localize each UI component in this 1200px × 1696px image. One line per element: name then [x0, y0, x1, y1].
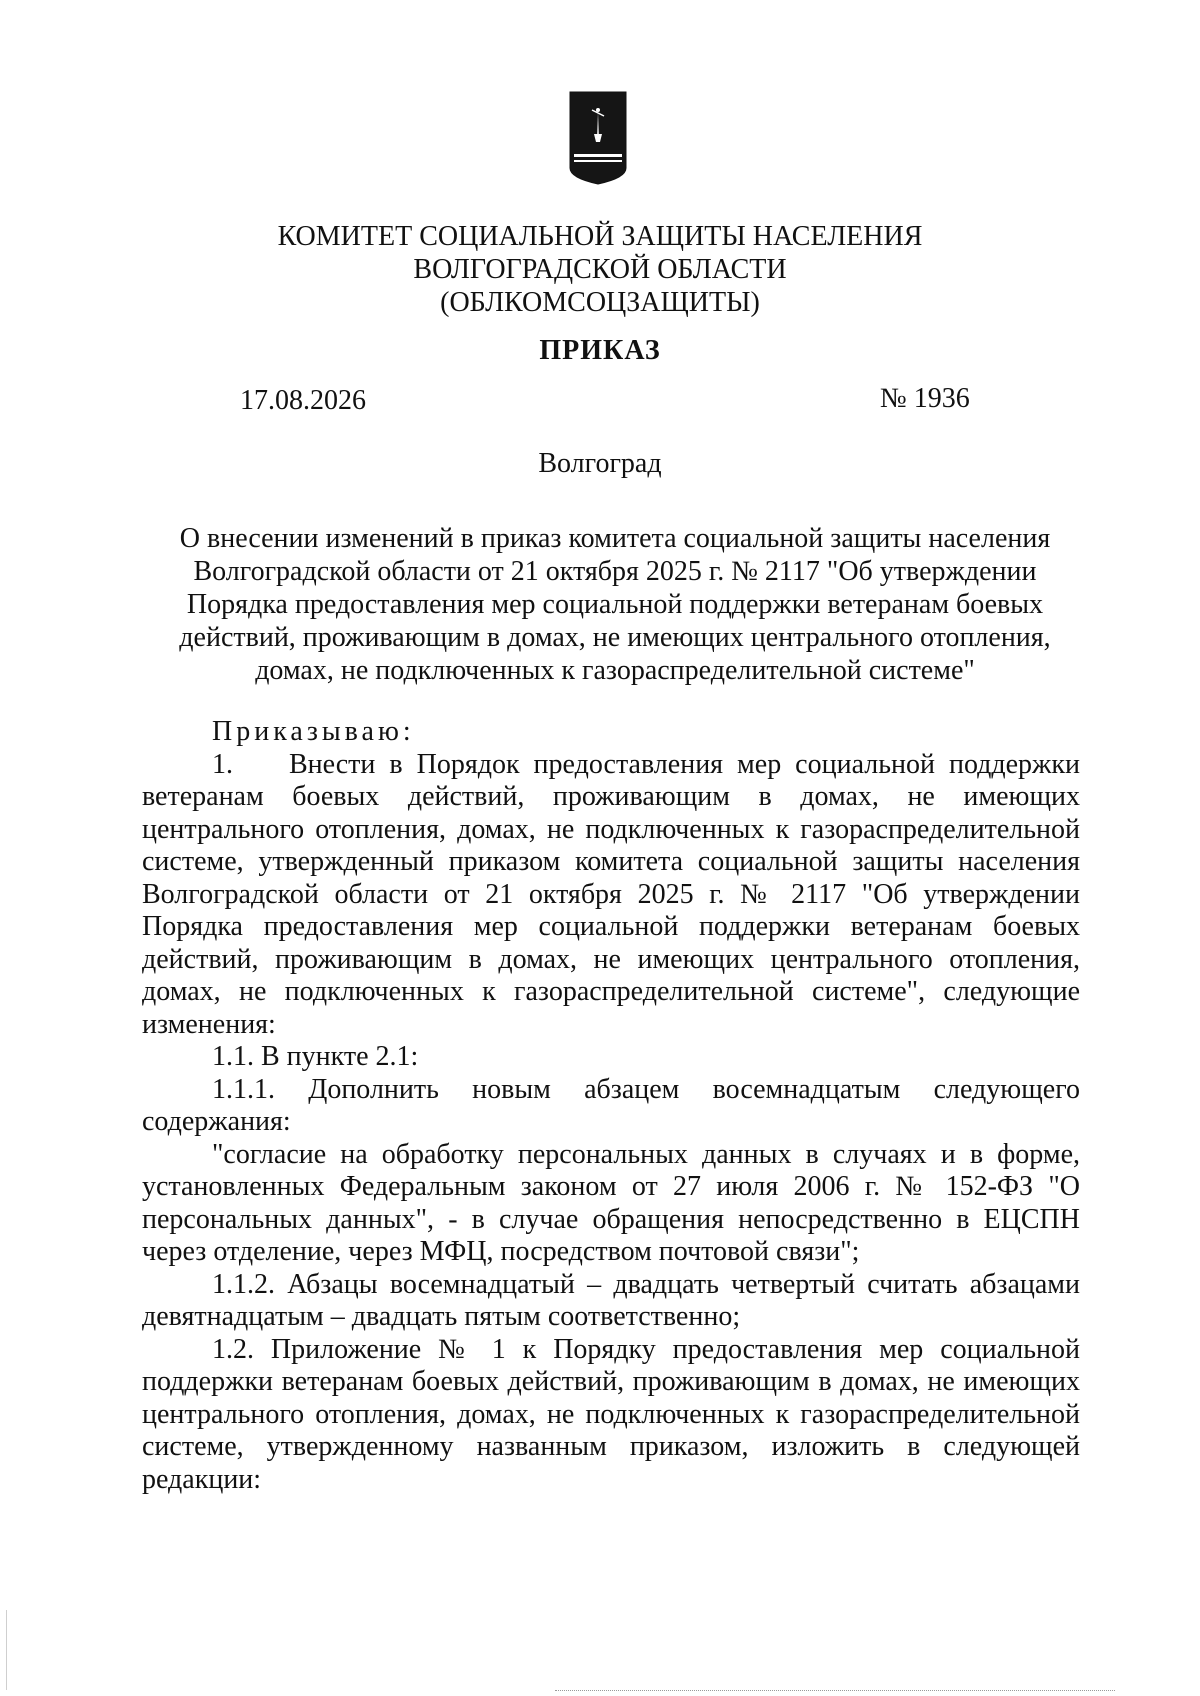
agency-abbreviation: (ОБЛКОМСОЦЗАЩИТЫ)	[440, 287, 760, 318]
document-date: 17.08.2026	[240, 385, 366, 416]
paragraph-1-1-2: 1.1.2. Абзацы восемнадцатый – двадцать четвертый считать абзацами девятнадцатым – двадцать пятым соответственно;	[142, 1268, 1080, 1332]
paragraph-quote: "согласие на обработку персональных данных в случаях и в форме, установленных Федеральным законом от 27 июля 2006 г. № 152-ФЗ "О персональных данных", - в случае обращения непосредственно в ЕЦСПН через отделение, через МФЦ, посредством почтовой связи";	[142, 1138, 1080, 1267]
agency-name-line1: КОМИТЕТ СОЦИАЛЬНОЙ ЗАЩИТЫ НАСЕЛЕНИЯ	[277, 221, 923, 252]
paragraph-1: 1. Внести в Порядок предоставления мер социальной поддержки ветеранам боевых действий, проживающим в домах, не имеющих центрального отопления, домах, не подключенных к газораспределительной системе, утвержденный приказом комитета социальной защиты населения Волгоградской области от 21 октября 2025 г. № 2117 "Об утверждении Порядка предоставления мер социальной поддержки ветеранам боевых действий, проживающим в домах, не имеющих центрального отопления, домах, не подключенных к газораспределительной системе", следующие изменения:	[142, 748, 1080, 1040]
agency-name-line2: ВОЛГОГРАДСКОЙ ОБЛАСТИ	[413, 254, 787, 285]
issue-city: Волгоград	[538, 448, 662, 479]
scan-footer-line	[555, 1690, 1115, 1691]
paragraph-1-2: 1.2. Приложение № 1 к Порядку предоставления мер социальной поддержки ветеранам боевых действий, проживающим в домах, не имеющих центрального отопления, домах, не подключенных к газораспределительной системе, утвержденному названным приказом, изложить в следующей редакции:	[142, 1333, 1080, 1495]
order-word: Приказываю:	[212, 716, 415, 747]
coat-of-arms-emblem	[568, 90, 628, 186]
document-number: № 1936	[880, 383, 970, 414]
document-type-title: ПРИКАЗ	[539, 335, 661, 366]
document-body	[142, 716, 1080, 1496]
scan-edge-mark	[6, 1610, 7, 1690]
document-subject: О внесении изменений в приказ комитета социальной защиты населения Волгоградской области от 21 октября 2025 г. № 2117 "Об утверждении Порядка предоставления мер социальной поддержки ветеранам боевых действий, проживающим в домах, не имеющих центрального отопления, домах, не подключенных к газораспределительной системе"	[179, 523, 1051, 686]
paragraph-1-1: 1.1. В пункте 2.1:	[212, 1041, 419, 1072]
paragraph-1-1-1: 1.1.1. Дополнить новым абзацем восемнадцатым следующего содержания:	[142, 1073, 1080, 1137]
